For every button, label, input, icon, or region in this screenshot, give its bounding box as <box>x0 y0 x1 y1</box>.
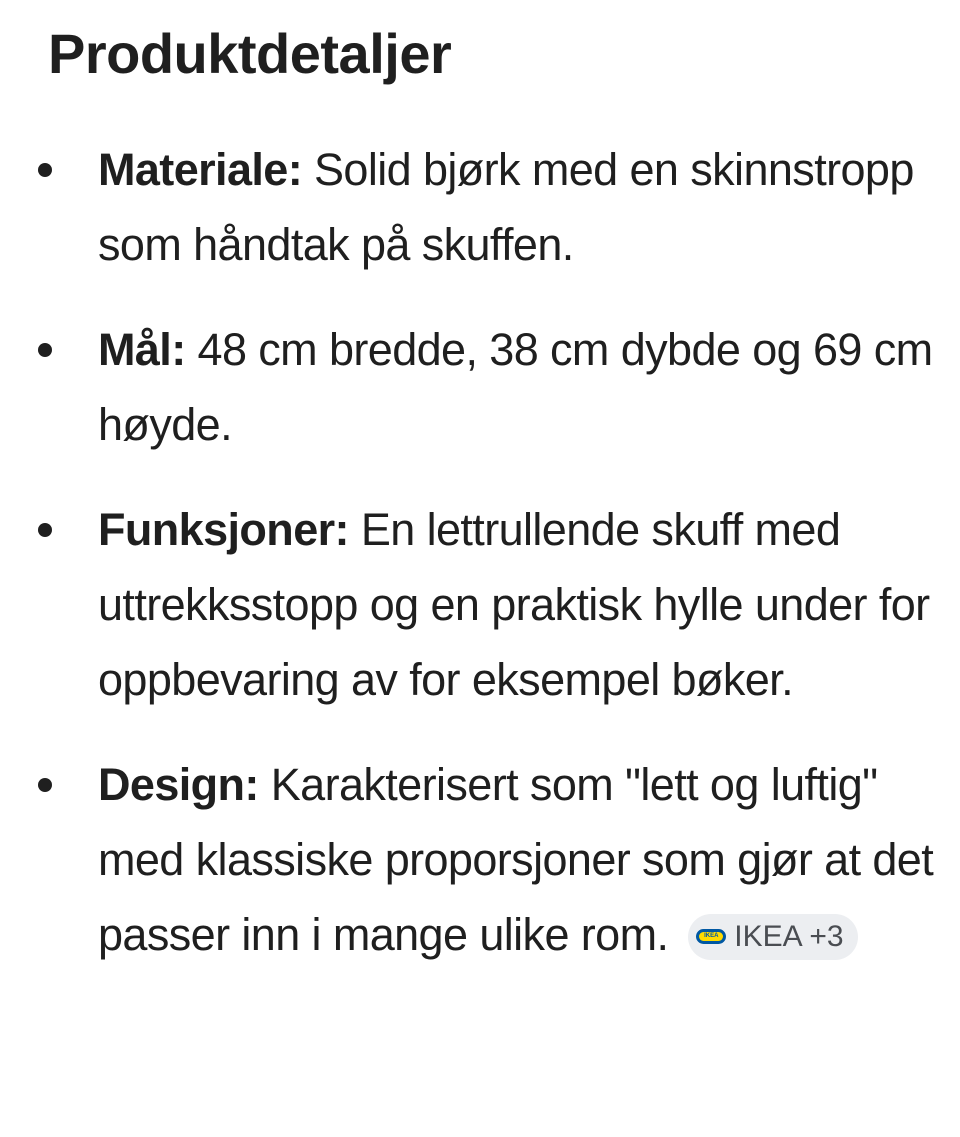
section-title: Produktdetaljer <box>48 22 452 85</box>
detail-text: 48 cm bredde, 38 cm dybde og 69 cm høyde. <box>98 324 933 450</box>
list-item-material <box>0 132 960 282</box>
detail-text: Karakterisert som "lett og luftig" med klassiske proporsjoner som gjør at det passer inn i mange ulike rom. <box>98 759 934 960</box>
source-chip-label: IKEA +3 <box>734 919 844 953</box>
detail-text: En lettrullende skuff med uttrekksstopp og en praktisk hylle under for oppbevaring av for eksempel bøker. <box>98 504 930 705</box>
list-item-dimensions <box>0 312 960 462</box>
ikea-logo-text: IKEA <box>699 932 723 941</box>
detail-label: Funksjoner: <box>98 504 349 555</box>
list-item-functions <box>0 492 960 717</box>
detail-label: Design: <box>98 759 259 810</box>
ikea-logo-icon <box>696 929 726 944</box>
detail-list <box>0 132 960 1002</box>
detail-label: Mål: <box>98 324 186 375</box>
list-item-design <box>0 747 960 972</box>
detail-text: Solid bjørk med en skinnstropp som håndtak på skuffen. <box>98 144 914 270</box>
bullet-icon <box>38 163 52 177</box>
bullet-icon <box>38 343 52 357</box>
bullet-icon <box>38 778 52 792</box>
bullet-icon <box>38 523 52 537</box>
source-chip[interactable] <box>688 914 857 960</box>
detail-label: Materiale: <box>98 144 303 195</box>
